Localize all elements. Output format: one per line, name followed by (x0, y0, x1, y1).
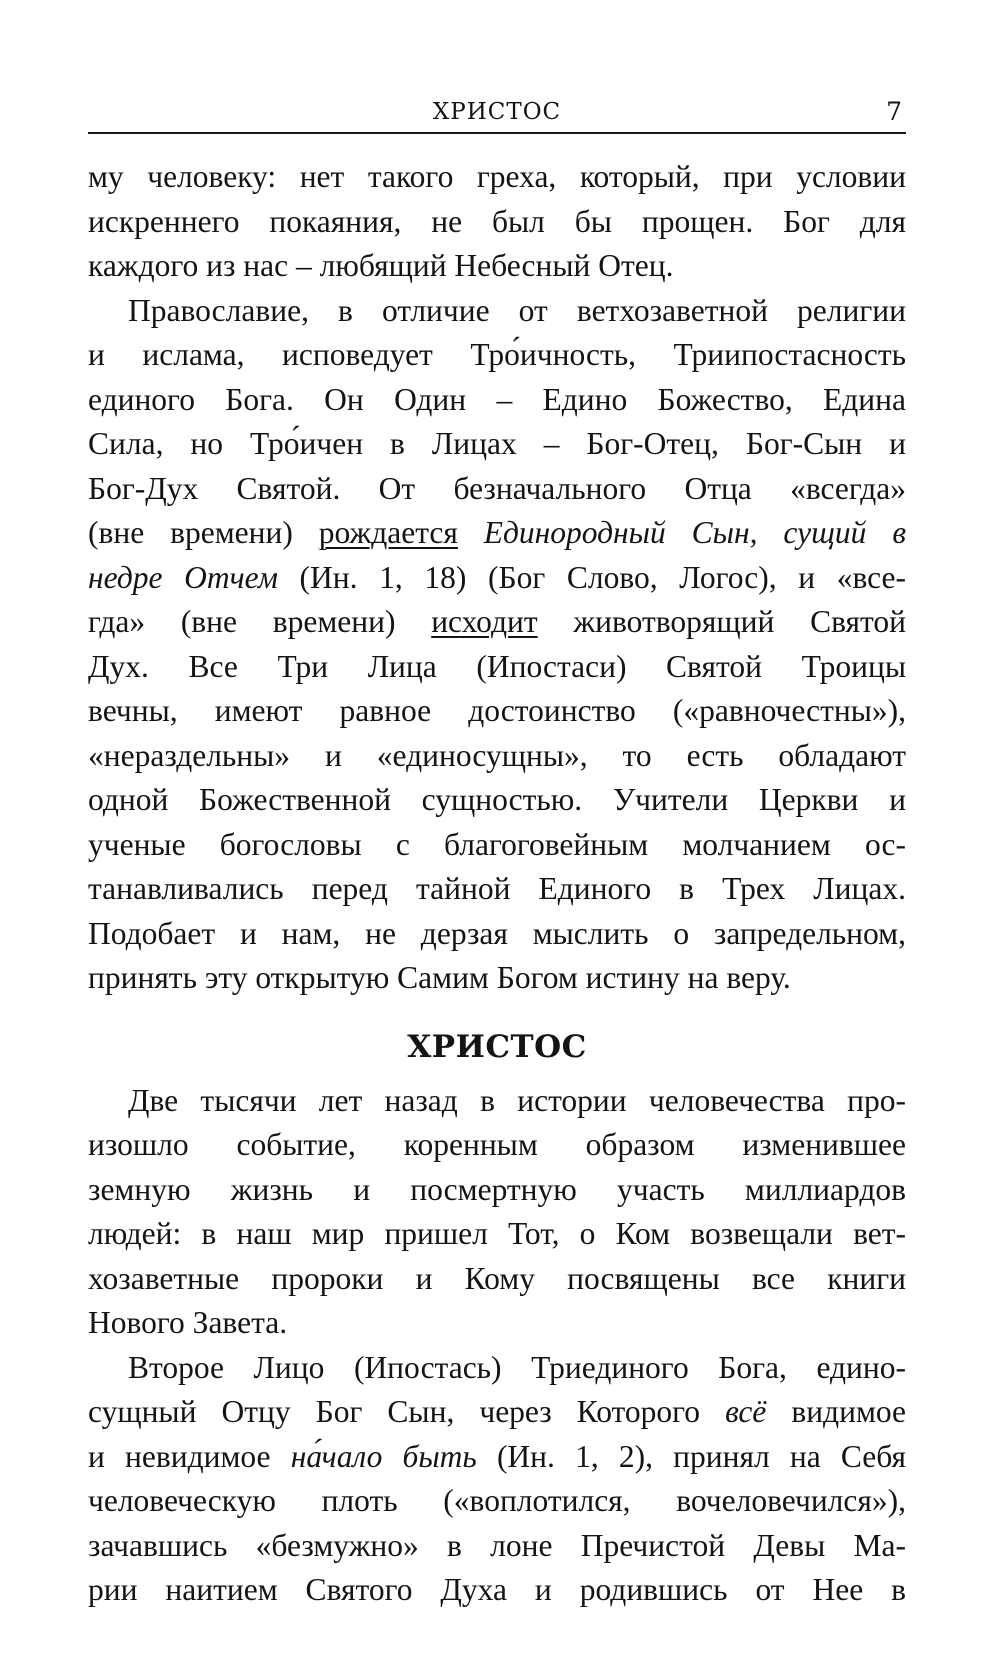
italic-word: всё (725, 1394, 767, 1429)
paragraph-2-line: танавливались перед тайной Единого в Трех Лицах. (88, 871, 906, 906)
paragraph-3-line: изошло событие, коренным образом изменившее (88, 1127, 906, 1162)
text-run: и невидимое (88, 1438, 291, 1474)
text-run: (Ин. 1, 2), принял на Себя (476, 1438, 906, 1474)
paragraph-2-line: Православие, в отличие от ветхозаветной религии (128, 292, 906, 328)
text-run: (вне времени) (88, 515, 319, 550)
paragraph-3-line: Две тысячи лет назад в истории человечества про- (128, 1082, 906, 1118)
underlined-term-iskhodit: исходит (431, 604, 538, 639)
text-run: сущный Отцу Бог Сын, через Которого (88, 1394, 726, 1429)
paragraph-2-line: ученые богословы с благоговейным молчанием ос- (88, 826, 906, 862)
text-run: гда» (вне времени) (88, 604, 432, 639)
running-header (88, 96, 906, 134)
paragraph-4-line: рии наитием Святого Духа и родившись от Нее в (88, 1572, 906, 1607)
italic-quote: на́чало быть (290, 1438, 477, 1474)
paragraph-3-line: людей: в наш мир пришел Тот, о Ком возвещали вет- (88, 1216, 906, 1251)
paragraph-2-line: единого Бога. Он Один – Едино Божество, Едина (88, 381, 906, 417)
underlined-term-rozhdaetsya: рождается (318, 515, 458, 550)
italic-quote: Единородный Сын, сущий в (483, 515, 907, 550)
paragraph-2-line: Бог-Дух Святой. От безначального Отца «всегда» (88, 470, 906, 506)
paragraph-1-line: му человеку: нет такого греха, который, при условии (88, 159, 906, 194)
text-run: животворящий Святой (537, 604, 906, 639)
paragraph-2-line (88, 511, 906, 556)
text-run: (Ин. 1, 18) (Бог Слово, Логос), и «все- (277, 559, 906, 595)
section-heading: ХРИСТОС (407, 1028, 587, 1065)
paragraph-1-line: искреннего покаяния, не был бы прощен. Бог для (88, 203, 906, 239)
body-text (88, 155, 906, 1613)
paragraph-3-line: хозаветные пророки и Кому посвящены все книги (88, 1260, 906, 1296)
paragraph-2-line: «нераздельны» и «единосущны», то есть обладают (88, 737, 906, 773)
italic-quote: недре Отчем (88, 559, 278, 595)
running-title: ХРИСТОС (432, 99, 562, 125)
page-number: 7 (886, 97, 902, 126)
paragraph-2-line (88, 556, 906, 601)
paragraph-2-line: Сила, но Тро́ичен в Лицах – Бог-Отец, Бог-Сын и (88, 426, 906, 461)
paragraph-2-line: Подобает и нам, не дерзая мыслить о запредельном, (88, 915, 906, 951)
paragraph-1-line: каждого из нас – любящий Небесный Отец. (88, 248, 674, 283)
paragraph-4-line: Второе Лицо (Ипостась) Триединого Бога, едино- (128, 1349, 906, 1385)
text-run (458, 515, 484, 550)
paragraph-4-line (88, 1390, 906, 1435)
paragraph-2-line: одной Божественной сущностью. Учители Церкви и (88, 782, 906, 817)
paragraph-2-line (88, 600, 906, 645)
paragraph-4-line: зачавшись «безмужно» в лоне Пречистой Девы Ма- (88, 1527, 906, 1563)
paragraph-2-line: и ислама, исповедует Тро́ичность, Триипостасность (88, 337, 906, 372)
paragraph-4-line (88, 1435, 906, 1480)
paragraph-3-line: земную жизнь и посмертную участь миллиардов (88, 1171, 906, 1207)
text-run: видимое (766, 1394, 906, 1429)
paragraph-2-line: Дух. Все Три Лица (Ипостаси) Святой Троицы (88, 648, 906, 684)
paragraph-2-line: вечны, имеют равное достоинство («равночестны»), (88, 693, 906, 728)
paragraph-2-line: принять эту открытую Самим Богом истину на веру. (88, 960, 791, 995)
paragraph-4-line: человеческую плоть («воплотился, вочеловечился»), (88, 1483, 906, 1518)
paragraph-3-line: Нового Завета. (88, 1305, 288, 1340)
